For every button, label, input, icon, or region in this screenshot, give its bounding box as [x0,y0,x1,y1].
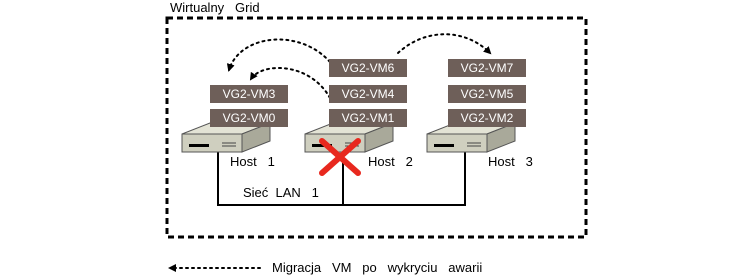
vm-box: VG2-VM7 [448,59,526,77]
host-label: Host 1 [230,154,275,169]
host-1-server-icon [182,123,270,152]
vm-box: VG2-VM3 [210,85,288,103]
migration-arrow-vm6-to-host1 [229,39,330,70]
vm-box: VG2-VM0 [210,109,288,127]
host-label: Host 3 [488,154,533,169]
host-3-server-icon [427,123,515,152]
vm-box: VG2-VM4 [329,85,407,103]
grid-title: Wirtualny Grid [170,0,260,15]
vm-box: VG2-VM5 [448,85,526,103]
vm-box: VG2-VM6 [329,59,407,77]
legend-label: Migracja VM po wykryciu awarii [272,260,483,275]
network-label: Sieć LAN 1 [243,185,319,200]
vm-box: VG2-VM1 [329,109,407,127]
vm-box: VG2-VM2 [448,109,526,127]
host-label: Host 2 [368,154,413,169]
migration-arrow-vm1-to-host3 [398,34,490,53]
